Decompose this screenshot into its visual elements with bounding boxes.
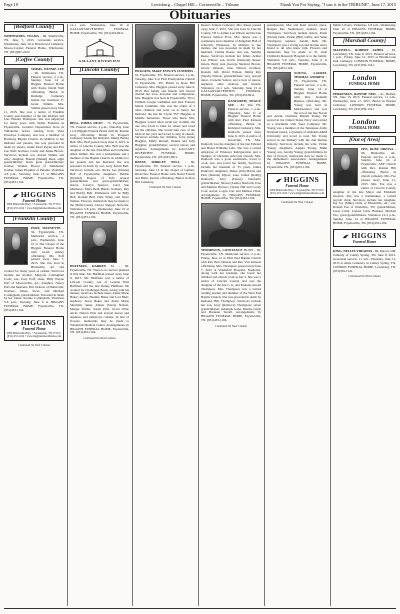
ad-address: 3006 Huntsville Hwy. • Fayetteville, TN 37334 • (931) 433-1104 • www.higginsfuneralhome.com bbox=[269, 188, 325, 195]
portrait-photo bbox=[4, 68, 28, 106]
obituary-text: - 86, Huntsville, AL. Funeral service, 2 p.m., Sunday, June 14 at Fayetteville AEP Church with Rev. Ronnie Hill officiating. Burial in church cemetery. Mrs. Fee passed away June 11, 2015. Mrs. Fee was a native of Lincoln County, daughter of the late Major and Elizabeth Gleaton. She was a homemaker, a retired payroll clerk. Survivors include her daughter, Ina Joy (Mike) Little of Huntsville, AL; son, Ronald Fee of Nashville, TN; grandchildren, Jason Little, Lauren Little Balaska, Michael Fee; great-grandchildren. Visitation 12-2 p.m., Sunday, June 14 at HIGGINS FUNERAL HOME, Fayetteville, TN. (931)433-1104. bbox=[333, 146, 396, 225]
obituary-text: - 89, Macon, OH, formerly of Camey Spring, TN. June 8, 2015. Graveside service, 11 a.m., Thursday, June 11, 2015 at Allen Cemetery in Camey Spring, TN. LONDON FUNERAL HOME, Lewisburg, TN. (931)359-1541. bbox=[333, 249, 396, 273]
ad-name: GALLANT RIVERVIEW bbox=[78, 58, 121, 63]
column-1 bbox=[4, 24, 64, 606]
obituary bbox=[4, 68, 64, 185]
ad-tagline: Funeral Home bbox=[285, 184, 309, 189]
ad-tagline: FUNERAL HOME bbox=[348, 126, 381, 131]
obituary-text: grandparents, Mac and Pearl Arnold; niece, Reagan Rae Stephenson; nephew, Reed Thompson. Survivors include sisters, Paula (David) Delk, Vickie (Bill) Gibbs, and Susie Thompson; nephew, Austin Delk. Mr. Thompson was a loving son and brother and a friend to all who knew him. Flowers and memorials may be made to St. Jude Children's Research Hospital or to the family. Visitation 5-8 p.m., Tuesday, June 9 at HIGGINS FUNERAL HOME, Fayetteville, TN. (931)433-1104. bbox=[267, 24, 327, 70]
obituary-name: SIMMS, WINNIE LEE bbox=[31, 66, 64, 71]
ad-name: HIGGINS bbox=[20, 318, 57, 328]
obituary-text: - 82, Taft, TN. Funeral service, 1 p.m., Thursday, June 11 at Higgins Funeral Home with Rev. Paul Johnson officiating. Burial in Kirkland Cemetery. Mrs. Danforth passed away June 9, 2015. A native of Knoxville, TN, Mrs. Danforth was the daughter of the late Edward and Hazel Williams Lehr. She was a retired employee of Emerson Refrigeration and a member of Christian Advocate Church. Mrs. Danforth was a good seamstress, loved to cook, sew, and loved her family. Survivors include her husband of 55 years, James Danforth; daughters, Diane (Jim) Harris and Pam (Dennis) Myers; sons, James (Kathy) Danforth, Jerry (Teresa) Danforth; grandchildren, Shawn (Leslie) Danforth, Ivan and Melissa Brewer; Christa Hill and Coady Cole; Aaron, Logan Carr and Melissa Cline. Arrangements by HIGGINS FUNERAL HOME, Fayetteville, TN. (931)433-1104. bbox=[201, 102, 261, 201]
ad-tagline: Funeral Home bbox=[22, 198, 46, 203]
obituary-text: - 91, Fayetteville, TN. Funeral service, 1 p.m., Tuesday, June 9 at First Presbyterian Church in Fayetteville, TN. Burial in Rose Hill Cemetery. Mrs. Huggins passed away June 6, 2015. Her family and friends will forever cherish her love, devotion and compassion. Mrs. Huggins was born in Fayetteville, TN to William Joseph Cummins and Ona Frances Marsh Cummins. She was the oldest of 5 other children and went on to marry her husband, the late Dr. Clyde "Ed" Huggins at Middle Tennessee. Those who knew Mrs. Huggins would often recall her warmth, the one who loved to bake for others and cared for the children. She would take care of the birds in her yard and loved to sing in church. Survivors include her children, Jerry (Jane) Huggins, Emily Durrell, Dennis and Judy Huggins; grandchildren; several nieces and nephews. Arrangements by GALLANT-RIVERVIEW FUNERAL HOME, Fayetteville, TN. (931)433-9911. bbox=[135, 69, 195, 159]
continued-note: Continued On Next Column bbox=[214, 323, 248, 328]
obituary-name: REESE, SHIRLEY NELL bbox=[135, 160, 180, 165]
continued-note: Continued On Next Column bbox=[17, 343, 51, 348]
obituary bbox=[4, 227, 64, 313]
continued-note: Continued On Next Column bbox=[348, 274, 381, 279]
obituary bbox=[333, 250, 396, 273]
obituary bbox=[201, 203, 261, 323]
obituary-text: - 86, Shelbyville, TN. June 7, 2015. Graveside service, Wednesday, June 10 at Hazelwood Cemetery. Moore-Cortner Funeral Home, Winchester, TN. (931)967-2222. bbox=[4, 34, 64, 54]
obituary-text: M. - 39, Fayetteville, TN. There is no service planned at this time. Mr. Huffman passed away June 8, 2015. Mr. Huffman was a native of Lincoln County, son of Leanna Pitts Huffman and the late Danny Huffman. He worked for Challenger Boats. Along with his mother, survivors include sister, Annie Marie Baker; nieces, Heather Baker and Lori Blair; nephews, Jason Baker and Justin Marie Sheridan; aunts, Aileen (Steve) Nelson, Margie Waller, Sarah Pitts, Grace Pitts; uncle, Nelson Pitts and several nieces and nephews and numerous cousins. In lieu of flowers, memorials may be made to Vanderbilt Medical Center. Arrangements by HIGGINS FUNERAL HOME, Fayetteville, TN. (931)433-1104. bbox=[70, 264, 129, 335]
obituary-name: KING, NELLIE VIRGINIA bbox=[333, 249, 373, 254]
obituary-name: HUFFMAN, DARREN bbox=[70, 264, 107, 269]
ad-tagline: Funeral Home bbox=[352, 239, 377, 244]
portrait-photo bbox=[267, 72, 291, 110]
obituary-name: YOUNG, LAUREL THOMAS ANDREW bbox=[294, 71, 327, 80]
ad-address: 3006 Huntsville Hwy. • Fayetteville, TN 37334 • (931) 433-1104 • www.higginsfuneralhome.com bbox=[6, 331, 62, 338]
obituary-text: - 56, Fayetteville, TN. Memorial service, 2 p.m., Wednesday, June 10 at The Chapel of the Higgins Funeral Home with Grant Ashley officiating. Ms. Poff passed away June 7, 2015. She was born in Huntsville, AL and worked for many years as cashier. Survivors include her mother, Marjorie Cottingham Cook; son, Tony Poff; sister, Billy Wayne Poff of Mooresville, AL; daughter, Nancy Poff and husband, Tim Jackson of Huntsville; brothers, James, Steve, and Michael Cottingham; grandchildren. Preceded in death by her father, Ronnie Cottingham. Visitation 5-8 p.m., Tuesday, June 9 at HIGGINS FUNERAL HOME, Fayetteville, TN. (931)433-1104. bbox=[4, 226, 64, 313]
obituary bbox=[201, 100, 261, 202]
portrait-photo bbox=[201, 203, 261, 247]
obituary-name: FEE, RUBY ODESSA bbox=[361, 146, 394, 151]
obituary bbox=[70, 78, 129, 220]
portrait-photo bbox=[333, 148, 358, 186]
footer-rule bbox=[4, 608, 396, 609]
dove-icon bbox=[342, 233, 350, 240]
higgins-funeral-home-ad bbox=[333, 229, 396, 247]
portrait-photo bbox=[4, 227, 28, 265]
chapel-icon bbox=[83, 38, 117, 58]
obituary bbox=[333, 49, 396, 69]
obituary-name: PERRYMAN, RONNIE NEIL bbox=[333, 91, 377, 96]
dove-icon bbox=[12, 320, 20, 327]
county-header-marshall: [Marshall County] bbox=[333, 37, 396, 45]
ad-name: London bbox=[352, 74, 377, 83]
continued-note: Continued On Next Column bbox=[83, 335, 116, 340]
higgins-funeral-home-ad bbox=[4, 188, 64, 213]
obituary-name: POFF, WAYNETTE bbox=[31, 226, 61, 231]
obituary bbox=[135, 161, 195, 184]
obituary bbox=[201, 24, 261, 98]
column-3 bbox=[135, 24, 195, 606]
obituary bbox=[333, 148, 396, 226]
dove-icon bbox=[275, 177, 283, 184]
obituary-name: WHITESIDES, VELMA bbox=[4, 34, 40, 39]
ad-name: London bbox=[352, 118, 377, 127]
column-4 bbox=[201, 24, 261, 606]
column-divider bbox=[67, 24, 68, 606]
higgins-funeral-home-ad bbox=[267, 173, 327, 198]
portrait-photo bbox=[135, 24, 195, 68]
london-funeral-home-ad bbox=[333, 71, 396, 89]
paper-name: Lewisburg – Chapel Hill – Cornersville – Tribune bbox=[151, 2, 239, 7]
continued-note: Continued On Next Column bbox=[280, 200, 314, 205]
obituary-text: - 73, Fayetteville, TN. Funeral service, 4 p.m., Thursday, June 11 at Higgins Funeral Home with Dr. Ronnie Gray officiating. Burial in Prospect Cemetery beside her husband, Jimmy Baxter Bell. Mrs. Bell passed away June 9, 2015. A native of Lincoln County, Mrs. Bell was the daughter of the late John Rhea and Catherine Allen Walker. She was a homemaker and a member of the Baptist Church. In addition to her parents and her husband, she was preceded in death by son, Gary Kevin Bell. Survivors include son, Ricky Lee (Donna) Bell of Fayetteville; daughters, Debbie (Donald) Rogers of Taft; several grandchildren and great-grandchildren; sisters, Carolyn Spencer, Carol Sue Matthews, Mary Beth Harris; brothers, Ray and Bobby Bell. Pallbearers will be Billy Bell, Ronald Bell, Dale Wiley, and Steve Walker. Flowers, memorials may be made to the Multi-County Cancer Support Network. Visitation 5-8 p.m., Wednesday, June 10 at HIGGINS FUNERAL HOME, Fayetteville, TN. (931)433-1104. bbox=[70, 120, 129, 219]
obituary bbox=[70, 221, 129, 335]
higgins-funeral-home-ad bbox=[4, 316, 64, 341]
obituary bbox=[267, 24, 327, 71]
obituary bbox=[333, 93, 396, 113]
ad-tagline: FUNERAL HOME bbox=[348, 82, 381, 87]
obituary bbox=[70, 24, 129, 36]
obituary-text: Public Library. Visitation, 5-8 p.m., Wednesday, June 10 at HIGGINS FUNERAL HOME, Fayetteville, TN. (931)433-1104. bbox=[333, 24, 396, 35]
county-header-out-of-area: [Out of Area] bbox=[333, 136, 396, 144]
obituary-text: BUSH - 69, Fayetteville, TN. Memorial service, 2 p.m., Friday, June 12 at West End Baptist Church with Rev. Bob Johnson and Rev. Van Johnson officiating. Mrs. Thompson passed away June 7, 2015 at Vanderbilt Hospital, Nashville. Along with her husband, she loved her children and church work as her 5. She was a native of Lincoln County and was the daughter of the late C. G. and Paulette Arnold Thompson. Mrs. Thompson was a retired reading teacher and member of the West End Baptist Church. She was preceded in death by husband, Bill Thompson. Survivors include her son, Jerry (Rebecca) Thompson; seven grandchildren, Ashleigh, Gabe, Dustin, Gayle and Brennan Terrell. Arrangements by HIGGINS FUNERAL HOME, Fayetteville, TN. (931)433-1104. bbox=[201, 247, 261, 323]
obituary-name: THOMPSON, CONSTANCE bbox=[201, 247, 243, 252]
obituary-text: - 90, Tullahoma, TN. Funeral service, 2 p.m., Sunday, June 14 at Higgins Funeral Home with Pastor David Wall officiating. Burial in Rutledge Cemetery beside her husband, E. Grant Simms. Mrs. Simms passed away June 11, 2015. She was a native of Franklin County and daughter of the late Richard and Lisa Walden Thompson. She was employed for many years with Sedler Fashions in Fayetteville, Golden's Department Store in Tullahoma before retiring from Vista Envelope Company, and was a member of Harmony Baptist Church. In addition to her husband and parents, she was preceded in death by sisters, Annie Pearl Payne and Eva Lee Wall; brothers, Grady and James Brown. Survivors include son, Robert Simms and wife; daughter, Brenda (Daniel) Dees; eight grandchildren; many great grandchildren; brother, Walden Brown of Tullahoma; brother, James Hopkins of Pulaski. Visitation 4-8 p.m., Saturday, June 13 at HIGGINS FUNERAL HOME, Fayetteville, TN. (931)433-1104. bbox=[4, 70, 64, 184]
gallant-riverview-logo bbox=[70, 38, 129, 64]
column-divider bbox=[330, 24, 331, 606]
ad-name: HIGGINS bbox=[351, 230, 387, 240]
obituary bbox=[333, 24, 396, 36]
london-funeral-home-ad bbox=[333, 115, 396, 133]
obituary-text: - 65, Lewisburg, TN. June 9, 2015. Funeral services, 1 p.m., Friday, June 12, 2015 at Hardin-Lone Oak Cemetery. LONDON FUNERAL HOME, Lewisburg, TN. (931)359-1541. bbox=[333, 47, 396, 68]
portrait-photo bbox=[82, 78, 116, 120]
column-5 bbox=[267, 24, 327, 606]
county-header-bedford: [Bedford County] bbox=[4, 24, 64, 32]
dove-icon bbox=[12, 192, 20, 199]
continued-note: Continued On Next Column bbox=[148, 185, 182, 190]
obituary-text: - 60, Fayetteville, TN. Funeral service, 1 p.m., Saturday, June 13 in the chapel of Gallant-Riverview Funeral Home with David French and Bisho Keaton officiating. Burial in Rose Hill Cemetery. bbox=[135, 160, 195, 184]
column-divider bbox=[132, 24, 133, 606]
ad-name: HIGGINS bbox=[20, 189, 57, 199]
title-rule bbox=[4, 22, 396, 23]
obituary bbox=[135, 24, 195, 160]
portrait-photo bbox=[82, 221, 116, 263]
masthead-slogan: Thank You For Saying, "I saw it in the TRIBUNE", June 17, 2015 bbox=[279, 2, 396, 7]
county-header-coffee: [Coffee County] bbox=[4, 56, 64, 64]
column-divider bbox=[264, 24, 265, 606]
column-2 bbox=[70, 24, 129, 606]
ad-address: 3006 Huntsville Hwy. • Fayetteville, TN 37334 • (931) 433-1104 • www.higginsfuneralhome.com bbox=[6, 203, 62, 210]
page-number: Page 10 bbox=[4, 2, 19, 7]
obituary-text: - 73, Fayetteville, TN. Funeral service, 2 p.m., Sunday, June 14 at Higgins Funeral Home with Rev. Kenneth Bledsoe officiating. Mr. Young was born in Murfreesboro and was the son of the late Norris and Arlene Christine Burrell Young. He served in the United States Navy and retired as a machinist with Steel Company. Mr. Young was a member of the Tennessee Army National Guard, a graduate of Alabama A&M University and loved to read. Mr. Young served in the military with the 2nd Marine Infantry. Survivors include his wife, Vickie Young; daughters, Angela Young, Nikki Young; son, Jeremy Young; grandchildren. In lieu of flowers, memorials may be made to the Alzheimer's Association. Arrangements by HIGGINS FUNERAL HOME, Fayetteville, TN. (931)433-1104. bbox=[267, 75, 327, 170]
obituary bbox=[4, 35, 64, 55]
ad-name: HIGGINS bbox=[283, 175, 320, 185]
obituary-name: DANFORTH, PEGGY SUE bbox=[228, 98, 261, 107]
county-header-franklin: [Franklin County] bbox=[4, 216, 64, 224]
obituary-text: - 61, Belfast, TN. June 13, 2015. Funeral service, 11 a.m., Wednesday, June 17, 2015. Burial in Hopper Cemetery. LONDON FUNERAL HOME, Lewisburg, TN. (931)359-1541. bbox=[333, 91, 396, 112]
county-header-lincoln: [Lincoln County] bbox=[70, 67, 129, 75]
obituary-name: HUGGINS, MARY EVELYN CUMMINS bbox=[135, 69, 194, 73]
portrait-photo bbox=[201, 100, 225, 138]
column-divider bbox=[198, 24, 199, 606]
ad-tagline: Funeral Home bbox=[22, 327, 46, 332]
obituary-text: 12-1 p.m., Wednesday, June 10 at GALLANT-RIVERVIEW FUNERAL HOME, Fayetteville, TN. (931)433-9911. bbox=[70, 24, 129, 35]
obituary-text: Reese's Temple Cemetery. Mrs. Reese passed away June 7, 2015. She was born in Lincoln County, TN to Arthur Lee Wilson and the late Frances Wilson Frost. Mrs. Reese was a seamstress and a member of Kingdom Hall of Jehovah's Witnesses. In addition to her mother, she was preceded in death by her husband, Charlie Reese; and son, Sammy Reese. Survivors include her father, Arthur Lee Wilson; son, Kevin (Deborah) Reese; sisters, Betty Ann (George Shelton) Brown, Gloria Johnson, June Wilson; brothers, Ronald, Jeff, David Wilson, Jimmy Ray (Sarah) Wilson; grandchildren; very special niece, Cornelia Sutton; and a host of nieces, nephews, other relatives and friends. Visitation, 12-1 p.m., Saturday, June 13 at GALLANT-RIVERVIEW FUNERAL HOME, Fayetteville, TN. (931)433-9911. bbox=[201, 24, 261, 98]
column-6 bbox=[333, 24, 396, 606]
page-title: Obituaries bbox=[169, 7, 231, 22]
obituary-name: BELL, EMMA DEAN bbox=[70, 120, 103, 125]
obituary bbox=[267, 72, 327, 170]
obituary-name: MAXWELL, ROBERT JAMES bbox=[333, 47, 384, 52]
